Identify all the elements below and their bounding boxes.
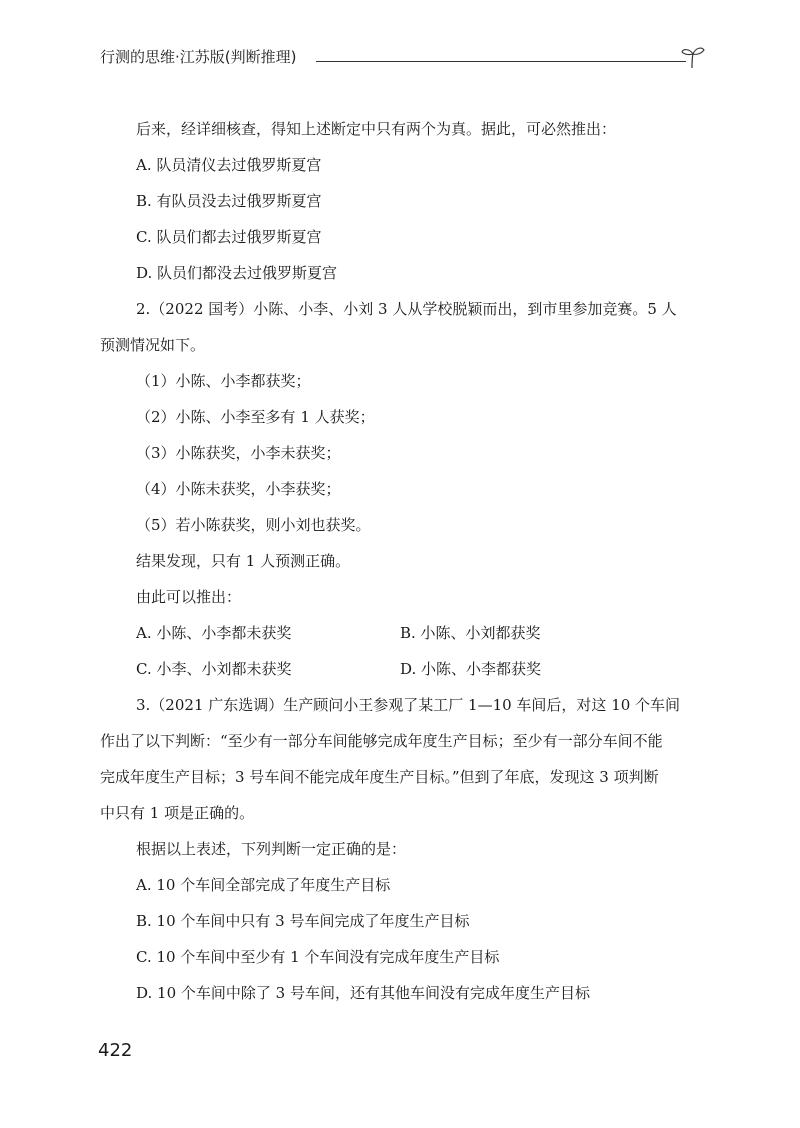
q3-stem-line4: 中只有 1 项是正确的。 [100,804,255,822]
q2-option-a: A. 小陈、小李都未获奖 [136,624,292,642]
q2-prediction-2: （2）小陈、小李至多有 1 人获奖； [136,408,375,426]
q2-ask: 由此可以推出： [136,588,242,606]
q2-result: 结果发现，只有 1 人预测正确。 [136,552,351,570]
q3-option-a: A. 10 个车间全部完成了年度生产目标 [136,876,391,894]
q2-option-b: B. 小陈、小刘都获奖 [400,624,541,642]
q3-stem-line3: 完成年度生产目标；3 号车间不能完成年度生产目标。”但到了年底，发现这 3 项判断 [100,768,659,786]
q2-prediction-3: （3）小陈获奖，小李未获奖； [136,444,341,462]
q1-option-d: D. 队员们都没去过俄罗斯夏宫 [136,264,338,282]
q3-ask: 根据以上表述，下列判断一定正确的是： [136,840,407,858]
q3-option-c: C. 10 个车间中至少有 1 个车间没有完成年度生产目标 [136,948,500,966]
q2-prediction-4: （4）小陈未获奖，小李获奖； [136,480,341,498]
q3-stem-line1: 3.（2021 广东选调）生产顾问小王参观了某工厂 1—10 车间后，对这 10 个车间 [136,696,681,714]
q2-options-row2 [136,651,668,687]
q2-option-d: D. 小陈、小李都获奖 [400,660,542,678]
q2-options-row1 [136,615,668,651]
q3-stem-line2: 作出了以下判断：“至少有一部分车间能够完成年度生产目标；至少有一部分车间不能 [100,732,663,750]
header-title: 行测的思维·江苏版(判断推理) [100,48,297,66]
q3-option-b: B. 10 个车间中只有 3 号车间完成了年度生产目标 [136,912,470,930]
q2-stem-line2: 预测情况如下。 [100,336,206,354]
q3-option-d: D. 10 个车间中除了 3 号车间，还有其他车间没有完成年度生产目标 [136,984,590,1002]
sprout-icon [680,44,706,70]
continuation-intro: 后来，经详细核查，得知上述断定中只有两个为真。据此，可必然推出： [136,120,617,138]
q2-stem-line1: 2.（2022 国考）小陈、小李、小刘 3 人从学校脱颖而出，到市里参加竞赛。5 人 [136,300,677,318]
q2-option-c: C. 小李、小刘都未获奖 [136,660,292,678]
q1-option-b: B. 有队员没去过俄罗斯夏宫 [136,192,322,210]
page-number: 422 [98,1040,133,1061]
q2-prediction-1: （1）小陈、小李都获奖； [136,372,311,390]
running-header [100,44,700,74]
q2-prediction-5: （5）若小陈获奖，则小刘也获奖。 [136,516,371,534]
q1-option-a: A. 队员清仪去过俄罗斯夏宫 [136,156,322,174]
q1-option-c: C. 队员们都去过俄罗斯夏宫 [136,228,322,246]
header-rule [316,61,686,62]
page-body [100,111,681,1011]
